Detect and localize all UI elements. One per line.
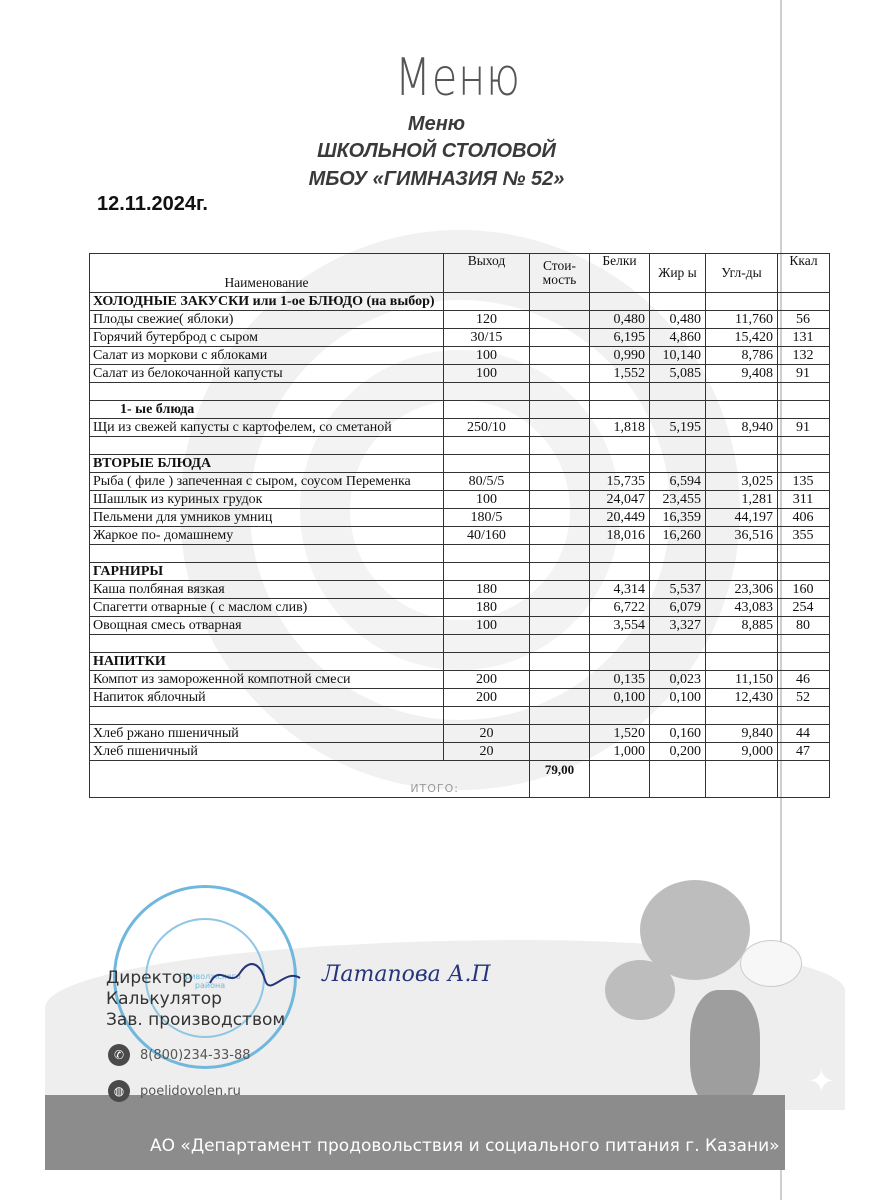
dish-cost: [530, 635, 590, 653]
dish-output: 120: [444, 311, 530, 329]
dish-fats: 16,359: [650, 509, 706, 527]
dish-name: Щи из свежей капусты с картофелем, со сметаной: [90, 419, 444, 437]
dish-kcal: 135: [778, 473, 830, 491]
total-empty-cell: [590, 761, 650, 798]
dish-name: Салат из моркови с яблоками: [90, 347, 444, 365]
menu-table: [89, 253, 830, 798]
dish-kcal: [778, 707, 830, 725]
dish-name: Напиток яблочный: [90, 689, 444, 707]
dish-proteins: 24,047: [590, 491, 650, 509]
total-label: ИТОГО:: [90, 761, 530, 798]
dish-fats: [650, 563, 706, 581]
dish-fats: 4,860: [650, 329, 706, 347]
dish-name: [90, 383, 444, 401]
chef-hat-illustration: [740, 940, 802, 987]
dish-output: [444, 707, 530, 725]
dish-kcal: 44: [778, 725, 830, 743]
dish-name: Хлеб пшеничный: [90, 743, 444, 761]
table-row: [90, 473, 830, 491]
dish-carbs: 8,786: [706, 347, 778, 365]
title-line-1: Меню: [407, 113, 466, 135]
dish-kcal: 406: [778, 509, 830, 527]
col-kcal: Ккал: [778, 254, 830, 293]
dish-kcal: 91: [778, 365, 830, 383]
dish-name: НАПИТКИ: [90, 653, 444, 671]
dish-name: [90, 545, 444, 563]
dish-kcal: [778, 401, 830, 419]
dish-name: Пельмени для умников умниц: [90, 509, 444, 527]
dish-cost: [530, 527, 590, 545]
dish-carbs: [706, 635, 778, 653]
dish-kcal: 91: [778, 419, 830, 437]
dish-kcal: [778, 653, 830, 671]
table-row: [90, 545, 830, 563]
dish-name: Жаркое по- домашнему: [90, 527, 444, 545]
dish-cost: [530, 599, 590, 617]
phone-icon: ✆: [108, 1044, 130, 1066]
dish-cost: [530, 329, 590, 347]
dish-cost: [530, 689, 590, 707]
dish-kcal: [778, 293, 830, 311]
dish-fats: [650, 635, 706, 653]
dish-name: Компот из замороженной компотной смеси: [90, 671, 444, 689]
dish-proteins: 0,990: [590, 347, 650, 365]
dish-fats: [650, 293, 706, 311]
dish-carbs: 23,306: [706, 581, 778, 599]
dish-kcal: 52: [778, 689, 830, 707]
dish-cost: [530, 347, 590, 365]
dish-cost: [530, 455, 590, 473]
dish-fats: 0,480: [650, 311, 706, 329]
total-row: [90, 761, 830, 798]
dish-kcal: [778, 455, 830, 473]
dish-output: 30/15: [444, 329, 530, 347]
dish-carbs: [706, 401, 778, 419]
dish-output: 100: [444, 347, 530, 365]
dish-output: [444, 293, 530, 311]
dish-carbs: [706, 563, 778, 581]
mascot-illustration: [690, 990, 760, 1110]
dish-proteins: [590, 383, 650, 401]
dish-output: [444, 545, 530, 563]
dish-proteins: [590, 545, 650, 563]
dish-cost: [530, 743, 590, 761]
dish-carbs: [706, 653, 778, 671]
table-row: [90, 401, 830, 419]
phone-number: 8(800)234-33-88: [140, 1047, 251, 1063]
table-header: [90, 254, 830, 293]
total-empty-cell: [650, 761, 706, 798]
dish-proteins: 0,135: [590, 671, 650, 689]
dish-output: [444, 401, 530, 419]
dish-proteins: 6,722: [590, 599, 650, 617]
title-line-2: ШКОЛЬНОЙ СТОЛОВОЙ: [317, 140, 556, 162]
dish-proteins: [590, 293, 650, 311]
dish-carbs: 11,760: [706, 311, 778, 329]
dish-carbs: [706, 545, 778, 563]
dish-fats: [650, 455, 706, 473]
calculator-label: Калькулятор: [106, 989, 222, 1009]
dish-name: Плоды свежие( яблоки): [90, 311, 444, 329]
dish-kcal: 311: [778, 491, 830, 509]
dish-proteins: [590, 401, 650, 419]
col-fats: Жир ы: [650, 254, 706, 293]
dish-fats: [650, 545, 706, 563]
handwritten-title: Меню: [395, 48, 521, 108]
dish-fats: 3,327: [650, 617, 706, 635]
table-row: [90, 689, 830, 707]
dish-name: Рыба ( филе ) запеченная с сыром, соусом Переменка: [90, 473, 444, 491]
dish-output: 20: [444, 725, 530, 743]
dish-cost: [530, 581, 590, 599]
dish-output: 180: [444, 581, 530, 599]
dish-carbs: 1,281: [706, 491, 778, 509]
dish-fats: 5,085: [650, 365, 706, 383]
dish-proteins: 18,016: [590, 527, 650, 545]
dish-fats: [650, 401, 706, 419]
table-row: [90, 347, 830, 365]
dish-kcal: 160: [778, 581, 830, 599]
dish-cost: [530, 419, 590, 437]
dish-carbs: [706, 383, 778, 401]
dish-cost: [530, 383, 590, 401]
dish-name: Овощная смесь отварная: [90, 617, 444, 635]
dish-name: [90, 437, 444, 455]
dish-proteins: [590, 707, 650, 725]
phone-contact: [108, 1044, 251, 1066]
site-url: poelidovolen.ru: [140, 1083, 241, 1099]
table-row: [90, 581, 830, 599]
dish-output: [444, 635, 530, 653]
dish-carbs: 44,197: [706, 509, 778, 527]
dish-kcal: 80: [778, 617, 830, 635]
dish-cost: [530, 491, 590, 509]
table-row: [90, 311, 830, 329]
dish-name: Горячий бутерброд с сыром: [90, 329, 444, 347]
dish-output: 200: [444, 671, 530, 689]
dish-output: 80/5/5: [444, 473, 530, 491]
dish-fats: 0,023: [650, 671, 706, 689]
dish-output: 100: [444, 617, 530, 635]
dish-kcal: 46: [778, 671, 830, 689]
dish-cost: [530, 671, 590, 689]
dish-output: [444, 455, 530, 473]
dish-fats: 5,195: [650, 419, 706, 437]
dish-name: Салат из белокочанной капусты: [90, 365, 444, 383]
dish-kcal: [778, 545, 830, 563]
dish-carbs: 12,430: [706, 689, 778, 707]
dish-fats: 0,100: [650, 689, 706, 707]
table-row: [90, 653, 830, 671]
dish-cost: [530, 707, 590, 725]
menu-table-body: [90, 293, 830, 761]
dish-cost: [530, 653, 590, 671]
menu-date: 12.11.2024г.: [97, 193, 208, 215]
dish-proteins: 6,195: [590, 329, 650, 347]
dish-kcal: 132: [778, 347, 830, 365]
dish-cost: [530, 311, 590, 329]
dish-fats: [650, 437, 706, 455]
dish-carbs: [706, 437, 778, 455]
dish-carbs: 9,408: [706, 365, 778, 383]
dish-cost: [530, 563, 590, 581]
dish-kcal: 254: [778, 599, 830, 617]
dish-carbs: 8,940: [706, 419, 778, 437]
star-icon: ✦: [808, 1063, 835, 1099]
dish-cost: [530, 509, 590, 527]
handwritten-name: Латапова А.П: [322, 962, 491, 987]
dish-kcal: [778, 383, 830, 401]
table-row: [90, 491, 830, 509]
dish-cost: [530, 401, 590, 419]
col-carbs: Угл-ды: [706, 254, 778, 293]
dish-output: 200: [444, 689, 530, 707]
dish-fats: 16,260: [650, 527, 706, 545]
manager-label: Зав. производством: [106, 1010, 286, 1030]
dish-output: 100: [444, 491, 530, 509]
dish-name: [90, 707, 444, 725]
dish-fats: 10,140: [650, 347, 706, 365]
dish-cost: [530, 545, 590, 563]
dish-kcal: 355: [778, 527, 830, 545]
dish-proteins: 3,554: [590, 617, 650, 635]
dish-fats: [650, 653, 706, 671]
dish-proteins: [590, 635, 650, 653]
dish-output: [444, 653, 530, 671]
dish-cost: [530, 365, 590, 383]
dish-output: 20: [444, 743, 530, 761]
table-row: [90, 743, 830, 761]
dish-output: [444, 437, 530, 455]
footer-organization: АО «Департамент продовольствия и социального питания г. Казани»: [150, 1136, 780, 1156]
table-row: [90, 437, 830, 455]
dish-fats: 0,160: [650, 725, 706, 743]
dish-kcal: [778, 563, 830, 581]
col-proteins: Белки: [590, 254, 650, 293]
dish-carbs: 9,000: [706, 743, 778, 761]
total-cost: 79,00: [530, 761, 590, 798]
dish-kcal: [778, 635, 830, 653]
dish-cost: [530, 473, 590, 491]
total-empty-cell: [706, 761, 778, 798]
footer-band: [45, 1095, 785, 1170]
title-line-3: МБОУ «ГИМНАЗИЯ № 52»: [308, 168, 565, 190]
dish-carbs: 36,516: [706, 527, 778, 545]
dish-fats: 23,455: [650, 491, 706, 509]
dish-kcal: 47: [778, 743, 830, 761]
dish-fats: 6,079: [650, 599, 706, 617]
dish-output: 250/10: [444, 419, 530, 437]
table-row: [90, 707, 830, 725]
table-row: [90, 455, 830, 473]
dish-proteins: [590, 563, 650, 581]
dish-fats: 6,594: [650, 473, 706, 491]
dish-proteins: 0,100: [590, 689, 650, 707]
dish-carbs: 3,025: [706, 473, 778, 491]
table-row: [90, 419, 830, 437]
dish-proteins: 20,449: [590, 509, 650, 527]
dish-proteins: 1,552: [590, 365, 650, 383]
table-row: [90, 617, 830, 635]
dish-carbs: 11,150: [706, 671, 778, 689]
table-row: [90, 383, 830, 401]
globe-icon: ◍: [108, 1080, 130, 1102]
dish-fats: 0,200: [650, 743, 706, 761]
dish-proteins: 1,000: [590, 743, 650, 761]
dish-proteins: 1,818: [590, 419, 650, 437]
table-row: [90, 365, 830, 383]
table-row: [90, 671, 830, 689]
dish-fats: 5,537: [650, 581, 706, 599]
dish-proteins: [590, 455, 650, 473]
dish-carbs: 15,420: [706, 329, 778, 347]
dish-name: Хлеб ржано пшеничный: [90, 725, 444, 743]
dish-proteins: 1,520: [590, 725, 650, 743]
dish-output: [444, 563, 530, 581]
table-row: [90, 725, 830, 743]
dish-output: 100: [444, 365, 530, 383]
table-row: [90, 527, 830, 545]
table-row: [90, 563, 830, 581]
total-empty-cell: [778, 761, 830, 798]
dish-fats: [650, 383, 706, 401]
dish-proteins: [590, 653, 650, 671]
dish-output: 180/5: [444, 509, 530, 527]
dish-name: [90, 635, 444, 653]
col-cost: Стои-мость: [530, 254, 590, 293]
dish-name: ХОЛОДНЫЕ ЗАКУСКИ или 1-ое БЛЮДО (на выбор): [90, 293, 444, 311]
dish-name: Спагетти отварные ( с маслом слив): [90, 599, 444, 617]
table-row: [90, 293, 830, 311]
dish-carbs: 43,083: [706, 599, 778, 617]
dish-kcal: [778, 437, 830, 455]
dish-proteins: 0,480: [590, 311, 650, 329]
dish-carbs: [706, 293, 778, 311]
table-row: [90, 635, 830, 653]
dish-kcal: 56: [778, 311, 830, 329]
table-row: [90, 329, 830, 347]
col-output: Выход: [444, 254, 530, 293]
table-row: [90, 599, 830, 617]
dish-proteins: 15,735: [590, 473, 650, 491]
dish-cost: [530, 293, 590, 311]
dish-carbs: 8,885: [706, 617, 778, 635]
director-label: Директор: [106, 968, 193, 988]
dish-output: [444, 383, 530, 401]
dish-name: Шашлык из куриных грудок: [90, 491, 444, 509]
broccoli-illustration: [605, 960, 675, 1020]
dish-kcal: 131: [778, 329, 830, 347]
dish-carbs: [706, 455, 778, 473]
dish-proteins: [590, 437, 650, 455]
dish-proteins: 4,314: [590, 581, 650, 599]
dish-name: ГАРНИРЫ: [90, 563, 444, 581]
dish-cost: [530, 617, 590, 635]
col-name: Наименование: [90, 254, 444, 293]
dish-cost: [530, 437, 590, 455]
site-contact: [108, 1080, 241, 1102]
dish-name: 1- ые блюда: [90, 401, 444, 419]
stamp-text: Приволжского района: [179, 972, 241, 990]
dish-output: 40/160: [444, 527, 530, 545]
dish-name: Каша полбяная вязкая: [90, 581, 444, 599]
dish-carbs: 9,840: [706, 725, 778, 743]
dish-fats: [650, 707, 706, 725]
signature-scribble: [205, 958, 305, 994]
dish-cost: [530, 725, 590, 743]
table-row: [90, 509, 830, 527]
dish-output: 180: [444, 599, 530, 617]
dish-name: ВТОРЫЕ БЛЮДА: [90, 455, 444, 473]
dish-carbs: [706, 707, 778, 725]
